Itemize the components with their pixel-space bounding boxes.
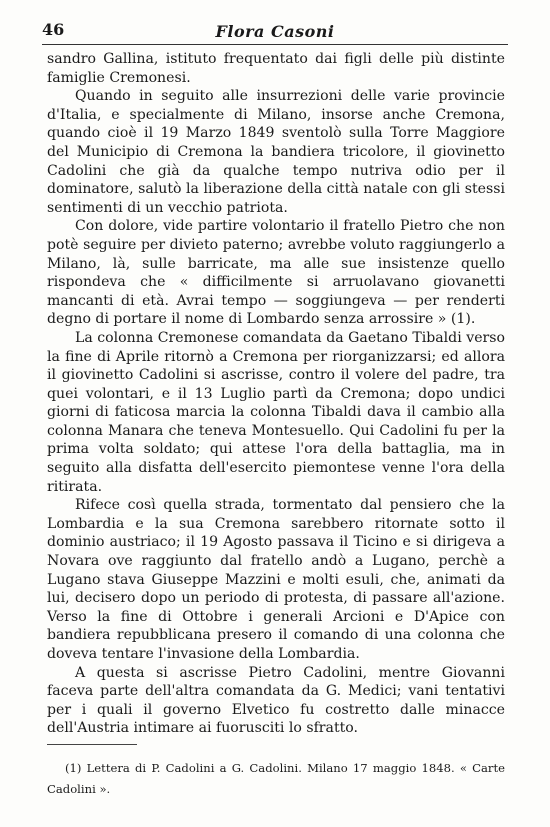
paragraph: La colonna Cremonese comandata da Gaetano Tibaldi verso la fine di Aprile ritornò a Cremona per riorganizzarsi; ed allora il giovinetto Cadolini si ascrisse, contro il volere del padre, tra quei volontari, e il 13 Luglio partì da Cremona; dopo undici giorni di faticosa marcia la colonna Tibaldi dava il cambio alla colonna Manara che teneva Montesuello. Qui Cadolini fu per la prima volta soldato; qui attese l'ora della battaglia, ma in seguito alla disfatta dell'esercito piemontese venne l'ora della ritirata. (47, 329, 505, 495)
paragraph: A questa si ascrisse Pietro Cadolini, mentre Giovanni faceva parte dell'altra comandata da G. Medici; vani tentativi per i quali il governo Elvetico fu costretto dalle minacce dell'Austria intimare ai fuorusciti lo sfratto. (47, 664, 505, 737)
page-number: 46 (42, 20, 65, 39)
body-text (47, 50, 505, 738)
paragraph: Con dolore, vide partire volontario il fratello Pietro che non potè seguire per divieto paterno; avrebbe voluto raggiungerlo a Milano, là, sulle barricate, ma alle sue insistenze quello rispondeva che « difficilmente si arruolavano giovanetti mancanti di età. Avrai tempo — soggiungeva — per renderti degno di portare il nome di Lombardo senza arrossire » (1). (47, 218, 505, 328)
paragraph: Quando in seguito alle insurrezioni delle varie provincie d'Italia, e specialmente di Milano, insorse anche Cremona, quando cioè il 19 Marzo 1849 sventolò sulla Torre Maggiore del Municipio di Cremona la bandiera tricolore, il giovinetto Cadolini che già da qualche tempo nutriva odio per il dominatore, salutò la liberazione della città natale con gli stessi sentimenti di un vecchio patriota. (47, 88, 505, 216)
paragraph: sandro Gallina, istituto frequentato dai figli delle più distinte famiglie Cremonesi. (47, 51, 505, 86)
paragraph: Rifece così quella strada, tormentato dal pensiero che la Lombardia e la sua Cremona sarebbero ritornate sotto il dominio austriaco; il 19 Agosto passava il Ticino e si dirigeva a Novara ove raggiunto dal fratello andò a Lugano, perchè a Lugano stava Giuseppe Mazzini e molti esuli, che, animati da lui, decisero dopo un periodo di protesta, di passare all'azione. Verso la fine di Ottobre i generali Arcioni e D'Apice con bandiera repubblicana presero il comando di una colonna che doveva tentare l'invasione della Lombardia. (47, 497, 505, 662)
page-header (42, 10, 508, 40)
running-title: Flora Casoni (215, 22, 335, 41)
footnote: (1) Lettera di P. Cadolini a G. Cadolini. Milano 17 maggio 1848. « Carte Cadolini ». (47, 761, 505, 796)
header-rule (42, 44, 508, 45)
footnote-rule (47, 744, 137, 745)
